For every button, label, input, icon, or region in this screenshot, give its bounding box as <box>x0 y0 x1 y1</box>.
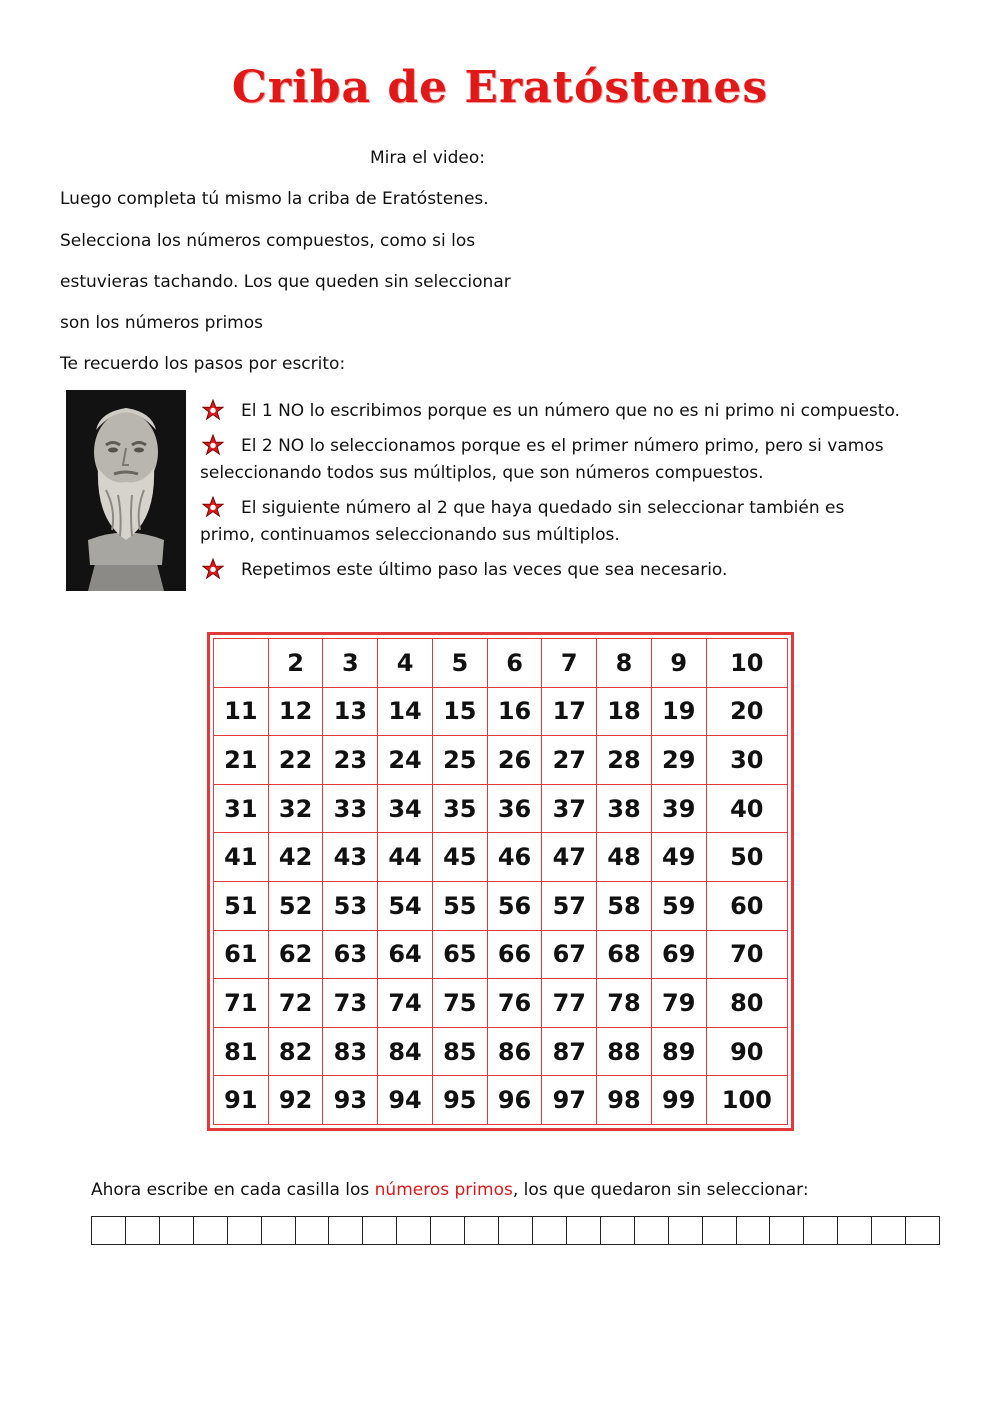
sieve-cell[interactable]: 23 <box>323 736 378 785</box>
prime-answer-boxes <box>91 1216 940 1245</box>
list-item <box>200 433 900 487</box>
prime-answer-input[interactable] <box>465 1217 499 1244</box>
sieve-cell[interactable]: 87 <box>542 1027 597 1076</box>
sieve-cell[interactable]: 25 <box>432 736 487 785</box>
sieve-cell[interactable]: 46 <box>487 833 542 882</box>
sieve-cell[interactable]: 68 <box>597 930 652 979</box>
sieve-cell[interactable]: 88 <box>597 1027 652 1076</box>
sieve-cell[interactable]: 86 <box>487 1027 542 1076</box>
sieve-cell[interactable]: 14 <box>378 687 433 736</box>
sieve-cell[interactable]: 98 <box>597 1076 652 1125</box>
sieve-cell[interactable]: 2 <box>268 639 323 688</box>
sieve-cell[interactable]: 27 <box>542 736 597 785</box>
sieve-cell[interactable]: 20 <box>706 687 787 736</box>
paragraph-line: son los números primos <box>60 313 263 333</box>
sieve-cell[interactable]: 11 <box>214 687 269 736</box>
sieve-cell[interactable]: 93 <box>323 1076 378 1125</box>
prime-answer-input[interactable] <box>262 1217 296 1244</box>
red-star-icon <box>202 399 224 421</box>
sieve-cell[interactable]: 79 <box>651 979 706 1028</box>
instruction-highlight: números primos <box>374 1180 513 1200</box>
prime-answer-input[interactable] <box>329 1217 363 1244</box>
sieve-row <box>214 1076 788 1125</box>
sieve-cell[interactable]: 84 <box>378 1027 433 1076</box>
prime-answer-input[interactable] <box>296 1217 330 1244</box>
sieve-row <box>214 1027 788 1076</box>
prime-answer-input[interactable] <box>703 1217 737 1244</box>
sieve-cell[interactable]: 52 <box>268 881 323 930</box>
sieve-cell[interactable]: 34 <box>378 784 433 833</box>
instruction-text: Ahora escribe en cada casilla los <box>91 1180 375 1200</box>
sieve-cell[interactable]: 90 <box>706 1027 787 1076</box>
sieve-cell[interactable]: 91 <box>214 1076 269 1125</box>
sieve-cell[interactable]: 67 <box>542 930 597 979</box>
sieve-cell[interactable]: 96 <box>487 1076 542 1125</box>
sieve-cell[interactable]: 49 <box>651 833 706 882</box>
sieve-cell[interactable]: 19 <box>651 687 706 736</box>
prime-answer-input[interactable] <box>838 1217 872 1244</box>
step-text: Repetimos este último paso las veces que sea necesario. <box>241 560 728 580</box>
paragraph-line: estuvieras tachando. Los que queden sin seleccionar <box>60 272 511 292</box>
sieve-row <box>214 687 788 736</box>
prime-answer-input[interactable] <box>363 1217 397 1244</box>
sieve-row <box>214 833 788 882</box>
sieve-cell[interactable]: 6 <box>487 639 542 688</box>
sieve-cell[interactable]: 89 <box>651 1027 706 1076</box>
sieve-cell[interactable]: 76 <box>487 979 542 1028</box>
sieve-cell[interactable]: 69 <box>651 930 706 979</box>
prime-answer-input[interactable] <box>126 1217 160 1244</box>
sieve-cell[interactable]: 56 <box>487 881 542 930</box>
sieve-cell[interactable]: 7 <box>542 639 597 688</box>
answer-instruction <box>91 1180 809 1200</box>
sieve-cell[interactable]: 71 <box>214 979 269 1028</box>
sieve-cell[interactable]: 63 <box>323 930 378 979</box>
sieve-cell[interactable]: 45 <box>432 833 487 882</box>
sieve-cell[interactable]: 61 <box>214 930 269 979</box>
sieve-cell[interactable]: 47 <box>542 833 597 882</box>
sieve-cell[interactable]: 97 <box>542 1076 597 1125</box>
sieve-cell[interactable]: 12 <box>268 687 323 736</box>
sieve-cell[interactable]: 95 <box>432 1076 487 1125</box>
prime-answer-input[interactable] <box>669 1217 703 1244</box>
sieve-cell[interactable]: 70 <box>706 930 787 979</box>
sieve-cell[interactable]: 64 <box>378 930 433 979</box>
prime-answer-input[interactable] <box>431 1217 465 1244</box>
prime-answer-input[interactable] <box>567 1217 601 1244</box>
sieve-cell[interactable]: 66 <box>487 930 542 979</box>
prime-answer-input[interactable] <box>397 1217 431 1244</box>
red-star-icon <box>202 434 224 456</box>
sieve-grid <box>213 638 788 1125</box>
step-text: El siguiente número al 2 que haya quedado sin seleccionar también es primo, continuamos seleccionando sus múltiplos. <box>200 498 845 545</box>
eratosthenes-portrait <box>66 390 186 591</box>
sieve-cell[interactable]: 59 <box>651 881 706 930</box>
prime-answer-input[interactable] <box>194 1217 228 1244</box>
list-item <box>200 495 900 549</box>
sieve-cell[interactable]: 60 <box>706 881 787 930</box>
sieve-cell[interactable]: 33 <box>323 784 378 833</box>
sieve-cell[interactable]: 58 <box>597 881 652 930</box>
sieve-cell[interactable]: 22 <box>268 736 323 785</box>
sieve-cell-empty <box>214 639 269 688</box>
sieve-cell[interactable]: 36 <box>487 784 542 833</box>
prime-answer-input[interactable] <box>635 1217 669 1244</box>
prime-answer-input[interactable] <box>92 1217 126 1244</box>
sieve-cell[interactable]: 50 <box>706 833 787 882</box>
sieve-cell[interactable]: 35 <box>432 784 487 833</box>
sieve-cell[interactable]: 8 <box>597 639 652 688</box>
sieve-cell[interactable]: 75 <box>432 979 487 1028</box>
sieve-cell[interactable]: 92 <box>268 1076 323 1125</box>
prime-answer-input[interactable] <box>737 1217 771 1244</box>
prime-answer-input[interactable] <box>499 1217 533 1244</box>
sieve-cell[interactable]: 4 <box>378 639 433 688</box>
sieve-cell[interactable]: 55 <box>432 881 487 930</box>
sieve-row <box>214 784 788 833</box>
sieve-cell[interactable]: 51 <box>214 881 269 930</box>
sieve-cell[interactable]: 44 <box>378 833 433 882</box>
sieve-cell[interactable]: 42 <box>268 833 323 882</box>
sieve-cell[interactable]: 62 <box>268 930 323 979</box>
list-item <box>200 398 900 425</box>
sieve-cell[interactable]: 94 <box>378 1076 433 1125</box>
prime-answer-input[interactable] <box>804 1217 838 1244</box>
sieve-cell[interactable]: 13 <box>323 687 378 736</box>
sieve-cell[interactable]: 41 <box>214 833 269 882</box>
sieve-cell[interactable]: 80 <box>706 979 787 1028</box>
sieve-cell[interactable]: 26 <box>487 736 542 785</box>
sieve-row <box>214 639 788 688</box>
paragraph-line: Luego completa tú mismo la criba de Eratóstenes. <box>60 189 489 209</box>
step-text: El 1 NO lo escribimos porque es un número que no es ni primo ni compuesto. <box>241 401 900 421</box>
red-star-icon <box>202 496 224 518</box>
sieve-cell[interactable]: 54 <box>378 881 433 930</box>
step-text: El 2 NO lo seleccionamos porque es el primer número primo, pero si vamos seleccionando todos sus múltiplos, que son números compuestos. <box>200 436 884 483</box>
sieve-cell[interactable]: 17 <box>542 687 597 736</box>
sieve-cell[interactable]: 57 <box>542 881 597 930</box>
sieve-cell[interactable]: 99 <box>651 1076 706 1125</box>
prime-answer-input[interactable] <box>770 1217 804 1244</box>
sieve-cell[interactable]: 85 <box>432 1027 487 1076</box>
instruction-text: , los que quedaron sin seleccionar: <box>512 1180 809 1200</box>
paragraph-line: Selecciona los números compuestos, como si los <box>60 231 476 251</box>
sieve-row <box>214 881 788 930</box>
sieve-cell[interactable]: 81 <box>214 1027 269 1076</box>
page-title: Criba de Eratóstenes <box>231 62 769 113</box>
prime-answer-input[interactable] <box>228 1217 262 1244</box>
sieve-cell[interactable]: 9 <box>651 639 706 688</box>
prime-answer-input[interactable] <box>160 1217 194 1244</box>
sieve-cell[interactable]: 32 <box>268 784 323 833</box>
prime-answer-input[interactable] <box>872 1217 906 1244</box>
red-star-icon <box>202 558 224 580</box>
sieve-cell[interactable]: 28 <box>597 736 652 785</box>
sieve-cell[interactable]: 82 <box>268 1027 323 1076</box>
sieve-cell[interactable]: 74 <box>378 979 433 1028</box>
sieve-cell[interactable]: 16 <box>487 687 542 736</box>
prime-answer-input[interactable] <box>533 1217 567 1244</box>
sieve-cell[interactable]: 100 <box>706 1076 787 1125</box>
sieve-cell[interactable]: 77 <box>542 979 597 1028</box>
sieve-cell[interactable]: 43 <box>323 833 378 882</box>
sieve-cell[interactable]: 39 <box>651 784 706 833</box>
steps-list <box>200 398 900 592</box>
sieve-cell[interactable]: 24 <box>378 736 433 785</box>
sieve-cell[interactable]: 73 <box>323 979 378 1028</box>
sieve-cell[interactable]: 21 <box>214 736 269 785</box>
prime-answer-input[interactable] <box>601 1217 635 1244</box>
sieve-cell[interactable]: 40 <box>706 784 787 833</box>
sieve-cell[interactable]: 37 <box>542 784 597 833</box>
sieve-cell[interactable]: 53 <box>323 881 378 930</box>
sieve-cell[interactable]: 3 <box>323 639 378 688</box>
sieve-cell[interactable]: 10 <box>706 639 787 688</box>
sieve-cell[interactable]: 5 <box>432 639 487 688</box>
sieve-cell[interactable]: 30 <box>706 736 787 785</box>
sieve-cell[interactable]: 78 <box>597 979 652 1028</box>
sieve-cell[interactable]: 15 <box>432 687 487 736</box>
sieve-cell[interactable]: 38 <box>597 784 652 833</box>
sieve-row <box>214 930 788 979</box>
paragraph-line: Te recuerdo los pasos por escrito: <box>60 354 346 374</box>
sieve-cell[interactable]: 31 <box>214 784 269 833</box>
sieve-cell[interactable]: 65 <box>432 930 487 979</box>
sieve-cell[interactable]: 83 <box>323 1027 378 1076</box>
sieve-row <box>214 979 788 1028</box>
sieve-grid-frame <box>207 632 794 1131</box>
sieve-cell[interactable]: 18 <box>597 687 652 736</box>
sieve-cell[interactable]: 72 <box>268 979 323 1028</box>
sieve-row <box>214 736 788 785</box>
list-item <box>200 557 900 584</box>
sieve-cell[interactable]: 48 <box>597 833 652 882</box>
video-prompt: Mira el video: <box>370 148 485 168</box>
prime-answer-input[interactable] <box>906 1217 939 1244</box>
sieve-cell[interactable]: 29 <box>651 736 706 785</box>
